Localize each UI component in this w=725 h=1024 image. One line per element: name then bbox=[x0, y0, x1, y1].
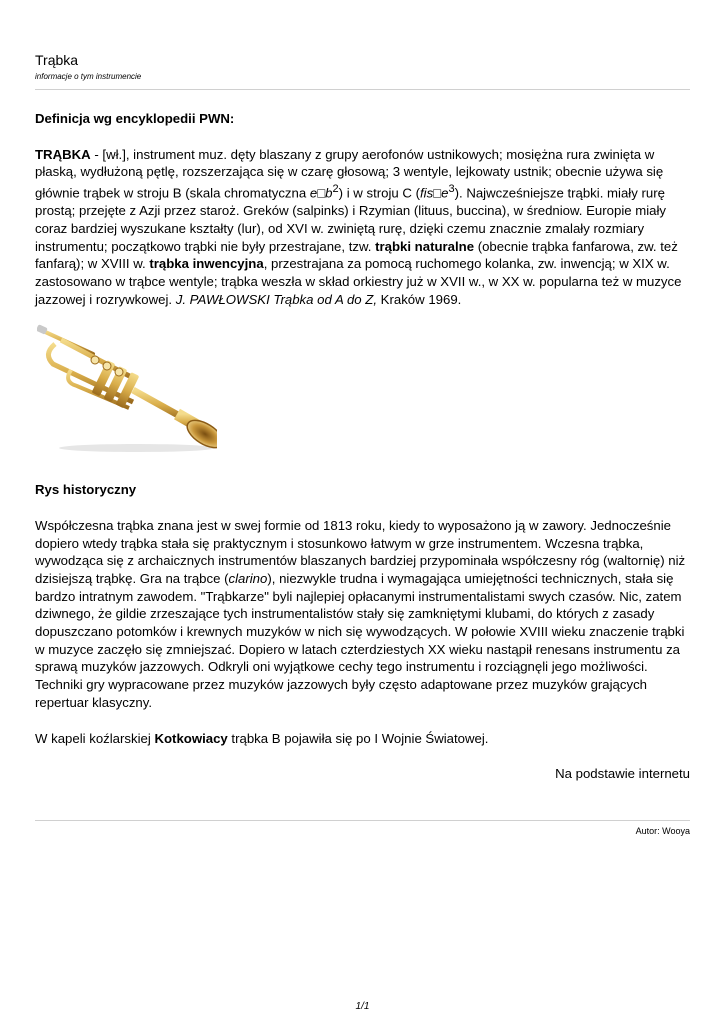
clarino-term: clarino bbox=[228, 570, 268, 586]
history-text-2: ), niezwykle trudna i wymagająca umiejętności technicznych, stała się bardzo intratnym zawodem. "Trąbkarze" byli najlepiej opłacanymi instrumentalistami swych czasów. Nic, zatem dziwnego, że gildie zrzeszające tych instrumentalistów stały się zamkniętymi klubami, do których z zasady dopuszczano potomków i krewnych muzyków w nich się wywodzących. W połowie XVIII wieku znaczenie trąbki w muzyce zaczęło się zmniejszać. Dopiero w latach czterdziestych XX wieku nastąpił renesans instrumentu za sprawą muzyków jazzowych. Odkryli oni wyjątkowe cechy tego instrumentu i rozciągnęli jego możliwości. Techniki gry wypracowane przez muzyków jazzowych były często adaptowane przez muzyków grających repertuar klasyczny. bbox=[35, 570, 685, 710]
note-symbol-1: □ bbox=[317, 185, 326, 201]
band-text-1: W kapeli koźlarskiej bbox=[35, 730, 155, 746]
invention-trumpet-term: trąbka inwencyjna bbox=[149, 256, 264, 272]
page-number: 1/1 bbox=[355, 1001, 370, 1012]
definition-paragraph bbox=[35, 146, 690, 309]
history-paragraph bbox=[35, 517, 690, 712]
band-paragraph bbox=[35, 730, 690, 748]
trumpet-shadow bbox=[59, 444, 215, 452]
natural-trumpet-term: trąbki naturalne bbox=[375, 238, 475, 254]
note-symbol-2: □ bbox=[433, 185, 442, 201]
definition-text-3: ). Najwcześniejsze trąbki. miały rurę prostą; przejęte z Azji przez staroż. Greków (salpinks) i Rzymian (lituus, buccina), w średniow. Europie miały coraz bardziej wyszukane kształty (lur), od XVI w. zwiniętą rurę, dzięki czemu znacznie zmalały rozmiary instrumentu; początkowo trąbki nie były przestrajane, tzw. bbox=[35, 185, 667, 254]
note-e3: e bbox=[441, 185, 449, 201]
note-b: b bbox=[325, 185, 333, 201]
trumpet-image bbox=[37, 320, 217, 456]
definition-text-4: (obecnie trąbka fanfarowa, zw. też fanfarą); w XVIII w. bbox=[35, 238, 678, 272]
history-heading: Rys historyczny bbox=[35, 482, 137, 498]
page-title: Trąbka bbox=[35, 52, 79, 68]
band-text-2: trąbka B pojawiła się po I Wojnie Światowej. bbox=[227, 730, 489, 746]
footer-divider bbox=[35, 820, 690, 821]
band-name: Kotkowiacy bbox=[154, 730, 228, 746]
note-e: e bbox=[309, 185, 318, 201]
source-note: Na podstawie internetu bbox=[555, 766, 690, 782]
header-divider bbox=[35, 89, 690, 90]
note-fis: fis bbox=[419, 185, 434, 201]
history-text-1: Współczesna trąbka znana jest w swej formie od 1813 roku, kiedy to wyposażono ją w zawory. Jednocześnie dopiero wtedy trąbka stała się praktycznym i stosunkowo łatwym w grze instrumentem. Wczesna trąbka, wywodząca się z archaicznych instrumentów blaszanych bardziej przypominała współczesny róg (waltornię) niż dzisiejszą trąbkę. Gra na trąbce ( bbox=[35, 517, 686, 586]
definition-text-2: ) i w stroju C ( bbox=[338, 185, 420, 201]
trumpet-body bbox=[37, 325, 217, 454]
citation-place: Kraków 1969. bbox=[377, 291, 462, 307]
definition-text-5: , przestrajana za pomocą ruchomego kolanka, zw. inwencją; w XIX w. zastosowano w trąbce wentyle; trąbka weszła w skład orkiestry już w XVII w., w XX w. popularna też w muzyce jazzowej i rozrywkowej. bbox=[35, 256, 682, 307]
definition-text-1: - [wł.], instrument muz. dęty blaszany z grupy aerofonów ustnikowych; mosiężna rura zwinięta w płaską, wydłużoną pętlę, rozszerzająca się w czarę głosową; 3 wentyle, lejkowaty ustnik; obecnie używa się głównie trąbek w stroju B (skala chromatyczna bbox=[35, 146, 664, 201]
citation: J. PAWŁOWSKI Trąbka od A do Z, bbox=[175, 291, 378, 307]
article-body bbox=[35, 110, 690, 783]
note-e-superscript: 3 bbox=[448, 183, 455, 196]
page-subtitle: informacje o tym instrumencie bbox=[35, 72, 142, 81]
author-credit: Autor: Wooya bbox=[635, 826, 690, 836]
definition-heading: Definicja wg encyklopedii PWN: bbox=[35, 111, 235, 126]
definition-term: TRĄBKA bbox=[35, 146, 91, 162]
note-b-superscript: 2 bbox=[332, 183, 339, 196]
